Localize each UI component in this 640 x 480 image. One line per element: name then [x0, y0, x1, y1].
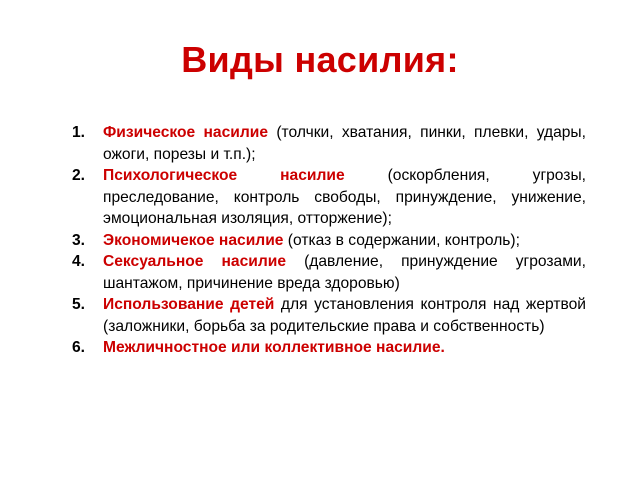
- list-item: [72, 337, 586, 359]
- item-description: для установления контроля над жертвой (заложники, борьба за родительские права и собственность): [103, 296, 586, 335]
- item-term: Психологическое насилие: [103, 167, 345, 184]
- item-number: 2.: [72, 167, 86, 184]
- item-number: 5.: [72, 296, 86, 313]
- violence-types-list: [72, 122, 586, 359]
- item-description: (толчки, хватания, пинки, плевки, удары, ожоги, порезы и т.п.);: [103, 124, 586, 163]
- list-item: [72, 165, 586, 230]
- item-description: (отказ в содержании, контроль);: [287, 231, 520, 249]
- list-item: [72, 294, 586, 337]
- item-description: (давление, принуждение угрозами, шантажом, причинение вреда здоровью): [103, 253, 586, 292]
- list-item: [72, 122, 586, 165]
- item-term: Сексуальное насилие: [103, 253, 287, 270]
- item-term: Межличностное или коллективное насилие.: [103, 339, 445, 356]
- item-number: 1.: [72, 124, 86, 141]
- list-item: [72, 230, 586, 252]
- list-item: [72, 251, 586, 294]
- item-description: (оскорбления, угрозы, преследование, контроль свободы, принуждение, унижение, эмоциональная изоляция, отторжение);: [103, 167, 586, 227]
- item-number: 6.: [72, 339, 86, 356]
- item-number: 4.: [72, 253, 86, 270]
- item-term: Использование детей: [103, 296, 275, 313]
- slide-title: Виды насилия:: [181, 39, 459, 80]
- item-term: Физическое насилие: [103, 124, 269, 141]
- item-term: Экономичекое насилие: [103, 231, 284, 249]
- item-number: 3.: [72, 231, 86, 249]
